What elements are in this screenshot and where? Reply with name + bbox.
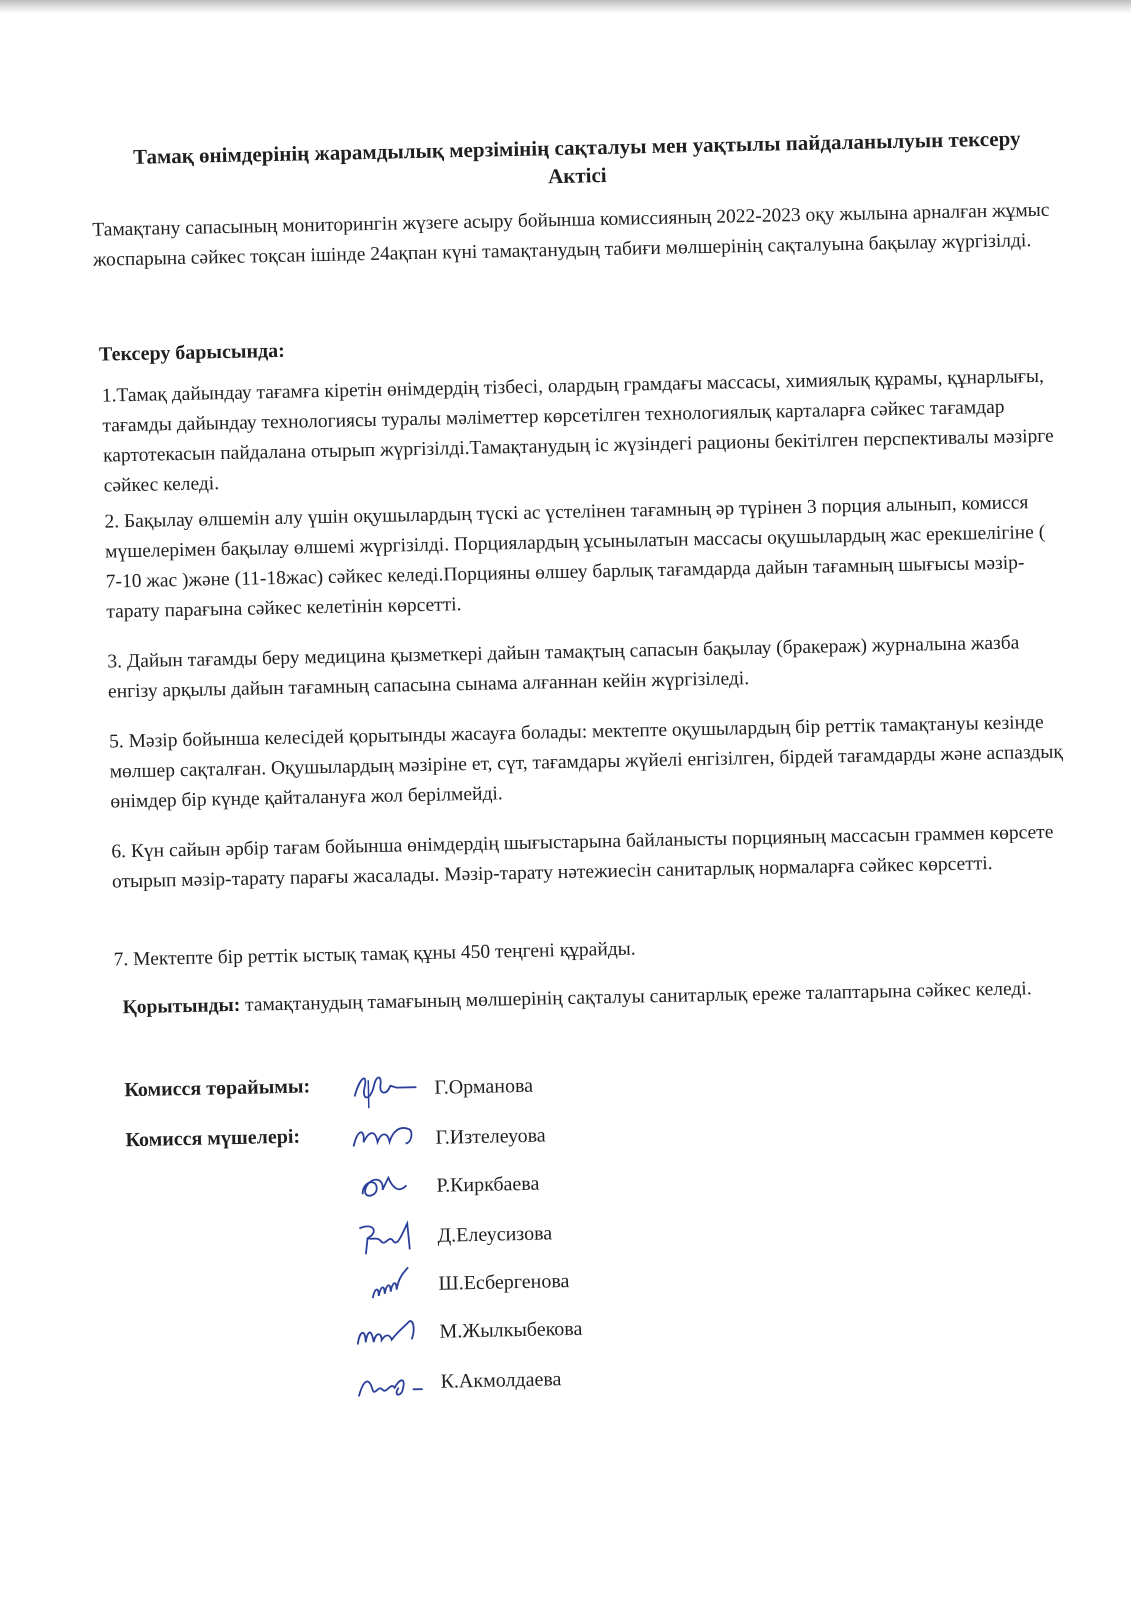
member-5-signature-icon	[351, 1309, 432, 1357]
member-name-2: Р.Киркбаева	[436, 1172, 540, 1197]
paragraph-7: 7. Мектепте бір реттік ыстық тамақ құны 450 теңгені құрайды.	[113, 938, 636, 971]
member-name-6: К.Акмолдаева	[440, 1367, 562, 1393]
intro-paragraph: Тамақтану сапасының мониторингін жүзеге асыру бойынша комиссияның 2022-2023 оқу жылына арналған жұмыс жоспарына сәйкес тоқсан ішінде 24ақпан күні тамақтанудың табиғи мөлшерінің сақталуына бақылау жүргізілді.	[92, 199, 1050, 271]
conclusion-label: Қорытынды:	[122, 994, 241, 1019]
chair-name: Г.Орманова	[434, 1074, 534, 1099]
member-signature-row-1	[347, 1108, 768, 1163]
chair-label: Комисся төрайымы:	[124, 1075, 311, 1102]
member-signature-row-5	[351, 1302, 772, 1357]
chair-signature-row	[346, 1058, 767, 1113]
member-name-3: Д.Елеусизова	[437, 1221, 553, 1247]
members-label: Комисся мүшелері:	[125, 1125, 301, 1152]
paragraph-6: 6. Күн сайын әрбір тағам бойынша өнімдердің шығыстарына байланысты порцияның массасын граммен көрсете отырып мәзір-тарату парағы жасалады. Мәзір-тарату нәтежиесін санитарлық нормаларға сәйкес көрсетті.	[111, 821, 1054, 893]
member-signature-row-6	[352, 1352, 773, 1407]
inspection-heading: Тексеру барысында:	[98, 339, 286, 366]
conclusion	[122, 974, 1062, 1024]
conclusion-text: тамақтанудың тамағының мөлшерінің сақталуы санитарлық ереже талаптарына сәйкес келеді.	[240, 978, 1032, 1016]
member-1-signature-icon	[347, 1115, 428, 1163]
member-4-signature-icon	[350, 1261, 431, 1309]
title-line-2: Актісі	[547, 162, 607, 189]
member-6-signature-icon	[352, 1359, 433, 1407]
paragraph-5: 5. Мәзір бойынша келесідей қорытынды жасауға болады: мектепте оқушылардың бір реттік тамақтануы кезінде мөлшер сақталған. Оқушылардың мәзіріне ет, сүт, тағамдары жүйелі енгізілген, бірдей тағамдарды және аспаздық өнімдер бір күнде қайталануға жол берілмейді.	[108, 711, 1064, 813]
paragraph-1: 1.Тамақ дайындау тағамға кіретін өнімдердің тізбесі, олардың грамдағы массасы, химиялық құрамы, құнарлығы, тағамды дайындау технологиясы туралы мәліметтер көрсетілген технологиялық карталарға сәйкес тағамдар картотекасын пайдалана отырып жүргізілді.Тамақтанудың іс жүзіндегі рационы бекітілген перспективалы мәзірге сәйкес келеді.	[101, 365, 1054, 497]
member-signature-row-3	[349, 1206, 770, 1261]
member-name-1: Г.Изтелеуова	[435, 1123, 546, 1149]
member-name-5: М.Жылкыбекова	[439, 1317, 583, 1343]
chair-signature-icon	[346, 1065, 427, 1113]
member-signature-row-2	[348, 1156, 769, 1211]
member-name-4: Ш.Есбергенова	[438, 1269, 570, 1295]
member-3-signature-icon	[349, 1213, 430, 1261]
member-2-signature-icon	[348, 1163, 429, 1211]
paragraph-3: 3. Дайын тағамды беру медицина қызметкері дайын тамақтың сапасын бақылау (бракераж) журналына жазба енгізу арқылы дайын тағамның сапасына сынама алғаннан кейін жүргізіледі.	[107, 632, 1020, 703]
paragraph-2: 2. Бақылау өлшемін алу үшін оқушылардың түскі ас үстелінен тағамның әр түрінен 3 порция алынып, комисся мүшелерімен бақылау өлшемі жүргізілді. Порциялардың ұсынылатын массасы оқушылардың жас ерекшелігіне ( 7-10 жас )және (11-18жас) сәйкес келеді.Порцияны өлшеу барлық тағамдарда дайын тағамның шығысы мәзір-тарату парағына сәйкес келетінін көрсетті.	[104, 492, 1046, 623]
title-line-1: Тамақ өнімдерінің жарамдылық мерзімінің сақталуы мен уақтылы пайдаланылуын тексеру	[132, 126, 1021, 169]
document-title	[87, 123, 1068, 200]
member-signature-row-4	[350, 1254, 771, 1309]
